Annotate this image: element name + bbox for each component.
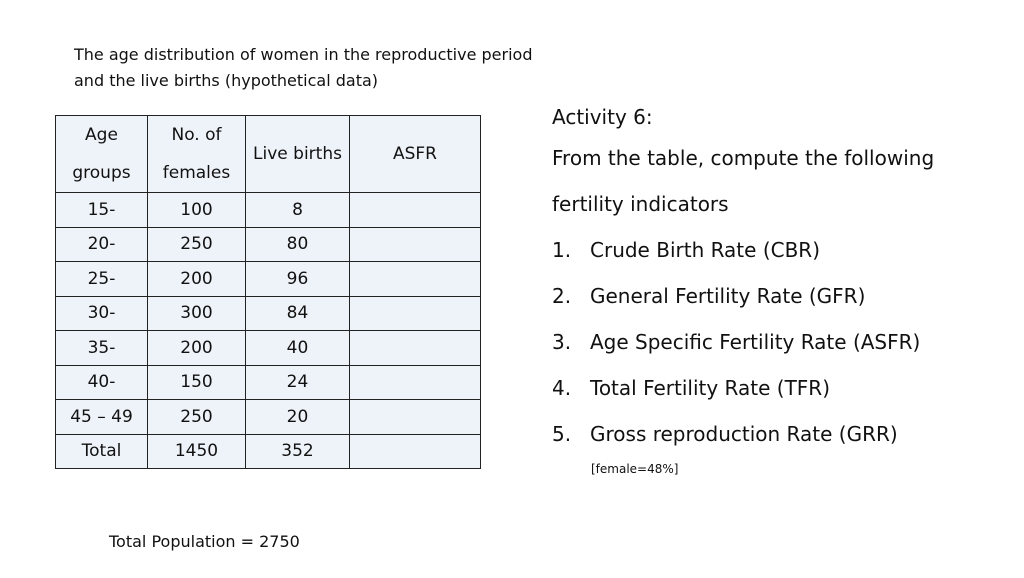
cell-females: 250	[148, 400, 246, 435]
cell-age: 45 – 49	[56, 400, 148, 435]
cell-births: 352	[246, 434, 350, 469]
total-population: Total Population = 2750	[109, 532, 300, 551]
cell-births: 96	[246, 262, 350, 297]
cell-asfr	[350, 227, 481, 262]
cell-births: 84	[246, 296, 350, 331]
list-item-number: 2.	[552, 284, 572, 308]
cell-births: 40	[246, 331, 350, 366]
list-item-text: Crude Birth Rate (CBR)	[590, 238, 820, 262]
table-row	[56, 365, 481, 400]
cell-age: 35-	[56, 331, 148, 366]
list-item	[552, 319, 1012, 365]
cell-asfr	[350, 296, 481, 331]
header-no-of-females: No. of females	[148, 116, 246, 193]
table-row	[56, 262, 481, 297]
cell-births: 24	[246, 365, 350, 400]
list-item-number: 4.	[552, 376, 572, 400]
list-item-text: Gross reproduction Rate (GRR)	[590, 422, 898, 446]
table-row	[56, 331, 481, 366]
indicator-list	[552, 227, 1012, 457]
table-row	[56, 400, 481, 435]
activity-title: Activity 6:	[552, 105, 653, 129]
cell-asfr	[350, 434, 481, 469]
cell-asfr	[350, 400, 481, 435]
list-item-text: General Fertility Rate (GFR)	[590, 284, 866, 308]
cell-females: 300	[148, 296, 246, 331]
cell-females: 1450	[148, 434, 246, 469]
cell-births: 8	[246, 193, 350, 228]
cell-asfr	[350, 331, 481, 366]
cell-age: 20-	[56, 227, 148, 262]
list-item-number: 3.	[552, 330, 572, 354]
cell-asfr	[350, 365, 481, 400]
cell-females: 200	[148, 262, 246, 297]
female-ratio-note: [female=48%]	[591, 462, 679, 476]
activity-panel	[552, 101, 1012, 457]
cell-age: 25-	[56, 262, 148, 297]
header-age-groups: Age groups	[56, 116, 148, 193]
table-row	[56, 296, 481, 331]
header-asfr: ASFR	[350, 116, 481, 193]
cell-age: 30-	[56, 296, 148, 331]
cell-age: Total	[56, 434, 148, 469]
list-item-number: 1.	[552, 238, 572, 262]
list-item	[552, 273, 1012, 319]
cell-age: 15-	[56, 193, 148, 228]
cell-females: 200	[148, 331, 246, 366]
activity-intro: From the table, compute the following fertility indicators	[552, 146, 935, 216]
cell-females: 150	[148, 365, 246, 400]
list-item-text: Age Specific Fertility Rate (ASFR)	[590, 330, 921, 354]
table-caption: The age distribution of women in the reproductive period and the live births (hypothetical data)	[74, 45, 533, 90]
list-item-number: 5.	[552, 422, 572, 446]
cell-births: 80	[246, 227, 350, 262]
cell-females: 100	[148, 193, 246, 228]
table-row	[56, 193, 481, 228]
table-row	[56, 227, 481, 262]
cell-females: 250	[148, 227, 246, 262]
list-item-text: Total Fertility Rate (TFR)	[590, 376, 830, 400]
cell-asfr	[350, 262, 481, 297]
table-header-row	[56, 116, 481, 193]
list-item	[552, 365, 1012, 411]
fertility-table	[55, 115, 481, 469]
header-live-births: Live births	[246, 116, 350, 193]
cell-age: 40-	[56, 365, 148, 400]
list-item	[552, 411, 1012, 457]
cell-asfr	[350, 193, 481, 228]
list-item	[552, 227, 1012, 273]
table-total-row	[56, 434, 481, 469]
cell-births: 20	[246, 400, 350, 435]
